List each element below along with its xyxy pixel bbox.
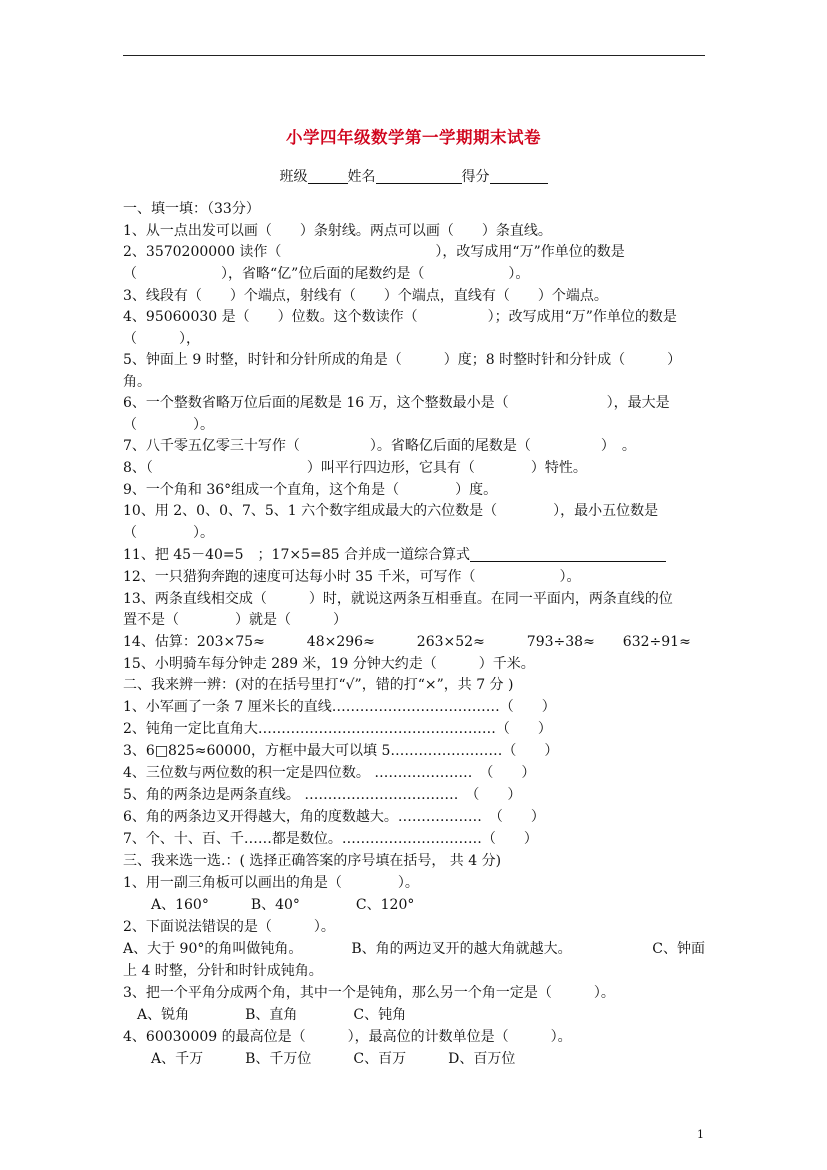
exam-line	[123, 330, 200, 348]
line-text: 4、三位数与两位数的积一定是四位数。 ………………… （ ）	[123, 765, 536, 781]
name-blank[interactable]	[376, 169, 462, 184]
exam-line	[123, 222, 552, 240]
line-text: 4、60030009 的最高位是（ ），最高位的计数单位是（ ）。	[123, 1029, 572, 1045]
exam-line	[123, 808, 545, 826]
page-number: 1	[697, 1128, 704, 1141]
line-text: 5、角的两条边是两条直线。 …………………………… （ ）	[123, 787, 522, 803]
line-text: （ ）。	[123, 417, 214, 433]
exam-title: 小学四年级数学第一学期期末试卷	[286, 128, 541, 147]
line-text: （ ）。	[123, 525, 214, 541]
score-label: 得分	[461, 169, 490, 185]
line-text: A、160° B、40° C、120°	[123, 897, 415, 913]
class-blank[interactable]	[308, 169, 348, 184]
answer-blank[interactable]	[470, 547, 666, 562]
exam-line	[123, 437, 636, 455]
exam-line	[123, 655, 535, 673]
exam-line	[123, 896, 414, 914]
exam-line	[123, 265, 529, 283]
line-text: 11、把 45－40=5 ；17×5=85 合并成一道综合算式	[123, 547, 470, 563]
line-text: 二、我来辨一辨：(对的在括号里打“√”，错的打“×”，共 7 分 )	[123, 677, 514, 693]
line-text: 1、小军画了一条 7 厘米长的直线………………………………（ ）	[123, 699, 556, 715]
line-text: 12、一只猎狗奔跑的速度可达每小时 35 千米，可写作（ ）。	[123, 569, 581, 585]
line-text: 1、用一副三角板可以画出的角是（ ）。	[123, 875, 419, 891]
line-text: A、锐角 B、直角 C、钝角	[123, 1007, 407, 1023]
exam-line	[123, 611, 347, 629]
line-text: 4、95060030 是（ ）位数。这个数读作（ ）；改写成用“万”作单位的数是	[123, 309, 677, 325]
exam-line	[123, 676, 513, 694]
exam-line	[123, 308, 705, 326]
exam-line	[123, 633, 705, 651]
line-text: 1、从一点出发可以画（ ）条射线。两点可以画（ ）条直线。	[123, 223, 552, 239]
exam-line	[123, 394, 705, 412]
line-text: 5、钟面上 9 时整，时针和分针所成的角是（ ）度；8 时整时针和分针成（ ）	[123, 352, 682, 368]
exam-line	[123, 852, 501, 870]
line-text: 3、6□825≈60000，方框中最大可以填 5……………………（ ）	[123, 743, 559, 759]
exam-line	[123, 830, 538, 848]
line-text: 6、角的两条边叉开得越大，角的度数越大。……………… （ ）	[123, 809, 545, 825]
line-text: 8、（ ）叫平行四边形，它具有（ ）特性。	[123, 460, 587, 476]
exam-line	[123, 481, 497, 499]
line-text: 上 4 时整，分针和时针成钝角。	[123, 963, 323, 979]
line-text: 三、我来选一选.：( 选择正确答案的序号填在括号， 共 4 分)	[123, 853, 502, 869]
exam-line	[123, 502, 705, 520]
line-text: 7、八千零五亿零三十写作（ ）。省略亿后面的尾数是（ ） 。	[123, 438, 636, 454]
exam-line	[123, 287, 608, 305]
line-text: A、千万 B、千万位 C、百万 D、百万位	[123, 1051, 516, 1067]
exam-line	[123, 546, 666, 564]
class-label: 班级	[279, 169, 308, 185]
line-text: 角。	[123, 374, 151, 390]
exam-line	[123, 243, 705, 261]
exam-line	[123, 918, 335, 936]
exam-line	[123, 200, 260, 218]
exam-line	[123, 373, 151, 391]
exam-line	[123, 698, 556, 716]
exam-line	[123, 786, 521, 804]
exam-line	[123, 1028, 572, 1046]
name-label: 姓名	[347, 169, 376, 185]
exam-line	[123, 1006, 406, 1024]
line-text: 14、估算：203×75≈ 48×296≈ 263×52≈ 793÷38≈ 632÷91≈	[123, 634, 691, 650]
line-text: 10、用 2、0、0、7、5、1 六个数字组成最大的六位数是（ ），最小五位数是	[123, 503, 659, 519]
line-text: A、大于 90°的角叫做钝角。 B、角的两边叉开的越大角就越大。	[123, 941, 572, 957]
exam-line	[123, 590, 705, 608]
line-text: 2、钝角一定比直角大……………………………………………（ ）	[123, 721, 552, 737]
exam-line	[123, 962, 323, 980]
exam-line	[123, 940, 705, 958]
exam-line	[123, 568, 581, 586]
line-text: 置不是（ ）就是（ ）	[123, 612, 347, 628]
line-text-end: C、钟面	[652, 941, 705, 957]
line-text: 13、两条直线相交成（ ）时，就说这两条互相垂直。在同一平面内，两条直线的位	[123, 591, 673, 607]
line-text: 2、下面说法错误的是（ ）。	[123, 919, 335, 935]
exam-line	[123, 1050, 515, 1068]
exam-line	[123, 416, 214, 434]
exam-line	[123, 351, 705, 369]
exam-line	[123, 720, 552, 738]
line-text: 3、把一个平角分成两个角，其中一个是钝角，那么另一个角一定是（ ）。	[123, 985, 615, 1001]
line-text: 一、填一填：（33分）	[123, 201, 260, 217]
line-text: （ ），	[123, 331, 200, 347]
student-info-row	[0, 166, 827, 186]
exam-line	[123, 764, 535, 782]
exam-line	[123, 984, 615, 1002]
exam-line	[123, 874, 419, 892]
score-blank[interactable]	[490, 169, 548, 184]
line-text: （ ），省略“亿”位后面的尾数约是（ ）。	[123, 266, 530, 282]
line-text: 7、个、十、百、千……都是数位。…………………………（ ）	[123, 831, 538, 847]
line-text: 2、3570200000 读作（ ），改写成用“万”作单位的数是	[123, 244, 625, 260]
exam-line	[123, 524, 214, 542]
line-text: 15、小明骑车每分钟走 289 米，19 分钟大约走（ ）千米。	[123, 656, 535, 672]
line-text: 9、一个角和 36°组成一个直角，这个角是（ ）度。	[123, 482, 498, 498]
header-rule	[123, 55, 705, 56]
line-text: 6、一个整数省略万位后面的尾数是 16 万，这个整数最小是（ ），最大是	[123, 395, 670, 411]
line-text: 3、线段有（ ）个端点，射线有（ ）个端点，直线有（ ）个端点。	[123, 288, 608, 304]
exam-line	[123, 742, 558, 760]
exam-line	[123, 459, 587, 477]
